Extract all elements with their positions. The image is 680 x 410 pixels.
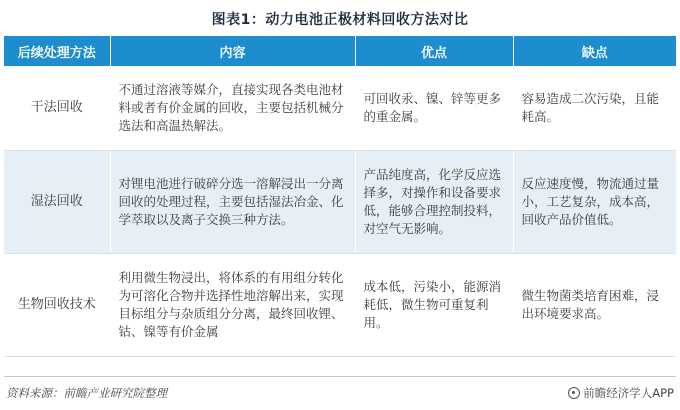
cell-pros: 可回收汞、镍、锌等更多的重金属。 (355, 66, 513, 151)
chart-title: 图表1：动力电池正极材料回收方法对比 (211, 12, 469, 28)
table-row (4, 254, 676, 357)
cell-content: 利用微生物浸出，将体系的有用组分转化为可溶化合物并选择性地溶解出来，实现目标组分与杂质组分分离，最终回收锂、钴、镍等有价金属 (110, 254, 355, 357)
cell-cons: 容易造成二次污染，且能耗高。 (513, 66, 676, 151)
cell-cons: 微生物菌类培育困难，浸出环境要求高。 (513, 254, 676, 357)
cell-pros: 产品纯度高，化学反应选择多，对操作和设备要求低，能够合理控制投料，对空气无影响。 (355, 151, 513, 254)
brand-credit (568, 385, 674, 401)
header-content: 内容 (110, 36, 355, 66)
brand-name: 前瞻经济学人APP (583, 386, 674, 400)
cell-method: 湿法回收 (4, 151, 110, 254)
cell-method: 干法回收 (4, 66, 110, 151)
footer-divider (4, 376, 676, 377)
table-row (4, 66, 676, 151)
header-method: 后续处理方法 (4, 36, 110, 66)
source-note: 资料来源：前瞻产业研究院整理 (6, 386, 167, 400)
header-pros: 优点 (355, 36, 513, 66)
header-cons: 缺点 (513, 36, 676, 66)
cell-content: 对锂电池进行破碎分选一溶解浸出一分离回收的处理过程，主要包括湿法冶金、化学萃取以及离子交换三种方法。 (110, 151, 355, 254)
cell-method: 生物回收技术 (4, 254, 110, 357)
brand-logo-icon (568, 387, 580, 399)
cell-content: 不通过溶液等媒介，直接实现各类电池材料或者有价金属的回收，主要包括机械分选法和高温热解法。 (110, 66, 355, 151)
table-header-row (4, 36, 676, 66)
cell-pros: 成本低，污染小，能源消耗低，微生物可重复利用。 (355, 254, 513, 357)
comparison-table (4, 36, 676, 357)
cell-cons: 反应速度慢，物流通过量小，工艺复杂，成本高，回收产品价值低。 (513, 151, 676, 254)
table-row (4, 151, 676, 254)
